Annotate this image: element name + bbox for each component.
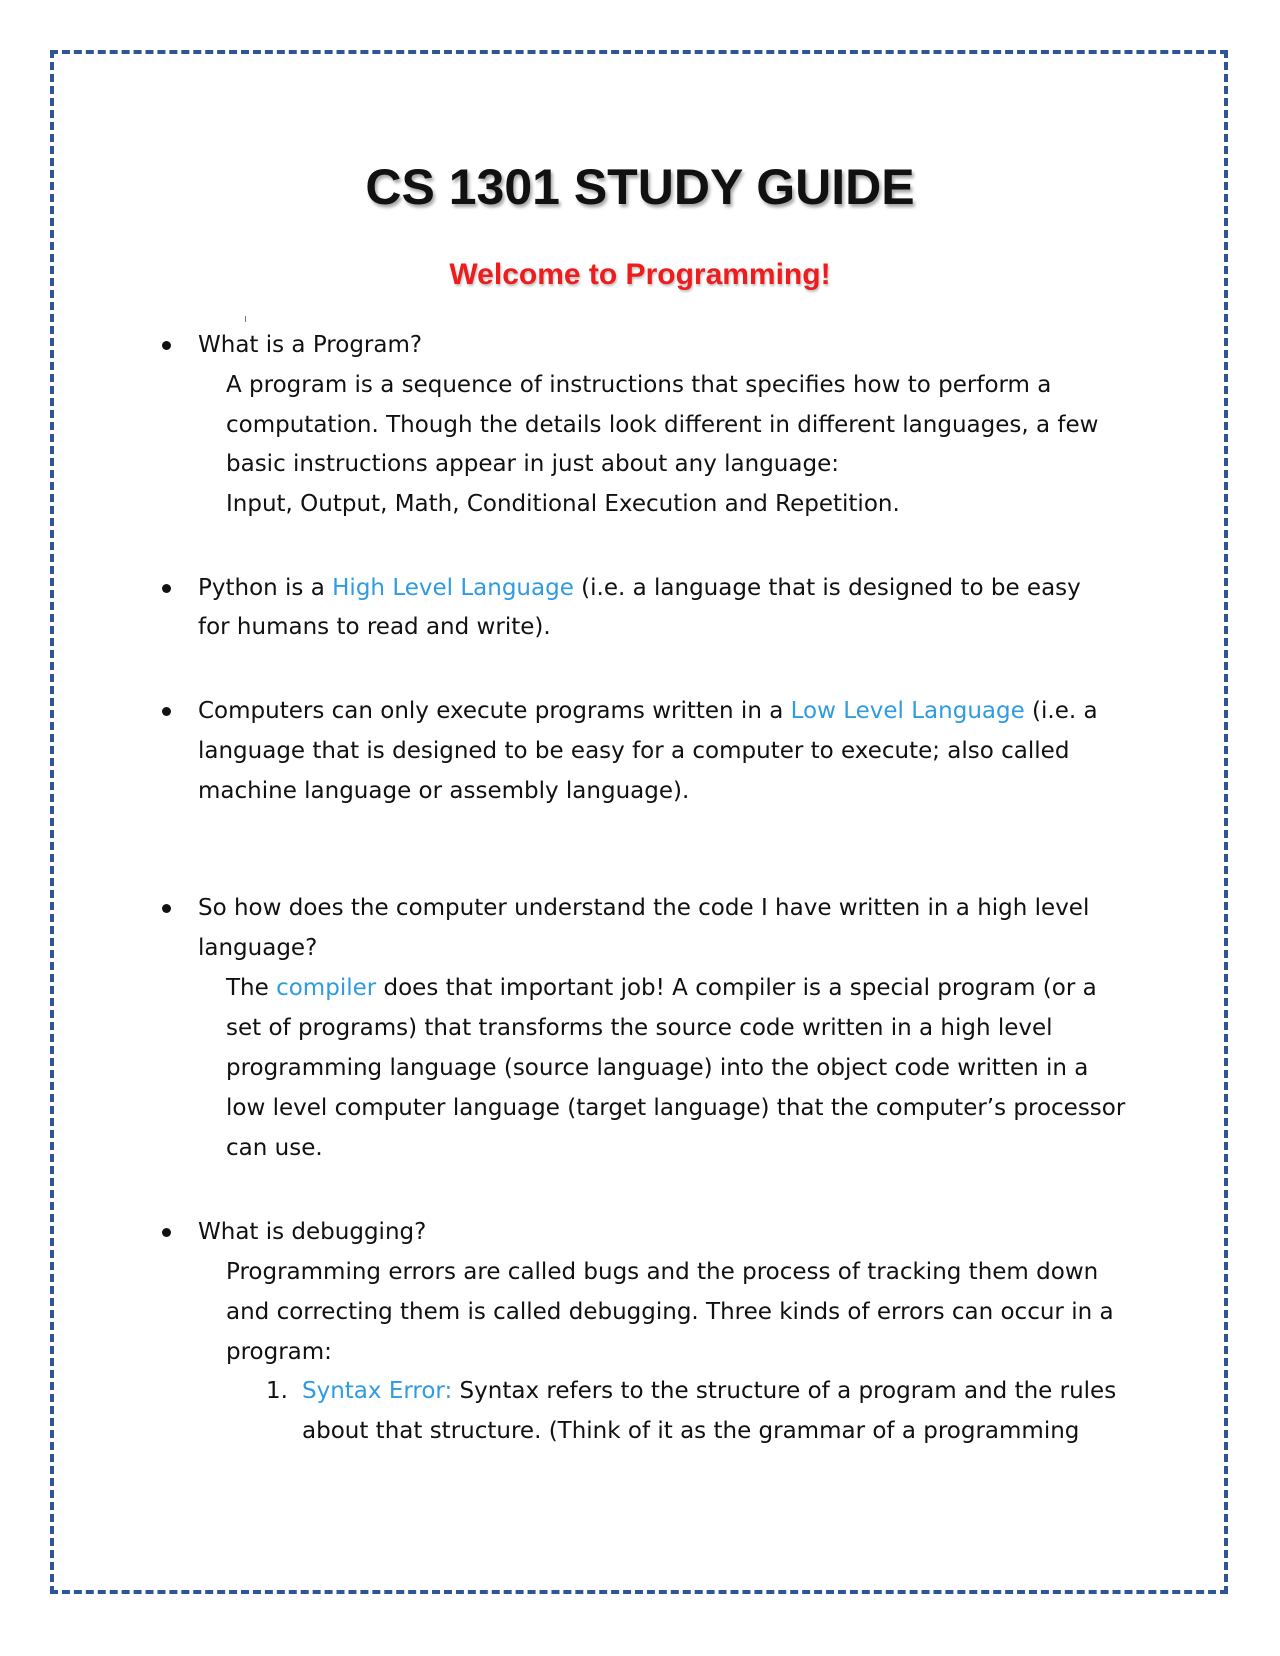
stray-mark [245,316,246,322]
body-line [226,973,1097,1003]
text-run: (i.e. a [1024,698,1098,724]
section-line: language that is designed to be easy for a computer to execute; also called [198,738,1070,764]
text-run: does that important job! A compiler is a special program (or a [376,975,1097,1001]
section-line [198,573,1081,603]
text-run: Python is a [198,575,333,601]
text-run: (i.e. a language that is designed to be easy [573,575,1081,601]
bullet-icon [162,584,171,593]
bullet-icon [162,1228,171,1237]
bullet-icon [162,707,171,716]
body-line: computation. Though the details look different in different languages, a few [226,412,1099,438]
body-line: programming language (source language) into the object code written in a [226,1055,1089,1081]
term-syntax-error: Syntax Error: [302,1378,453,1404]
section-line [198,696,1098,726]
body-line: A program is a sequence of instructions that specifies how to perform a [226,372,1052,398]
section-heading: What is a Program? [198,332,423,358]
section-heading: What is debugging? [198,1219,427,1245]
term-high-level-language: High Level Language [332,575,574,601]
list-item [302,1376,1116,1406]
list-item-line: about that structure. (Think of it as the grammar of a programming [302,1418,1080,1444]
term-low-level-language: Low Level Language [790,698,1025,724]
bullet-icon [162,341,171,350]
body-line: and correcting them is called debugging. Three kinds of errors can occur in a [226,1299,1114,1325]
term-compiler: compiler [276,975,377,1001]
body-line: Input, Output, Math, Conditional Execution and Repetition. [226,491,900,517]
body-line: can use. [226,1135,323,1161]
text-run: Computers can only execute programs written in a [198,698,791,724]
body-line: low level computer language (target language) that the computer’s processor [226,1095,1126,1121]
section-heading: language? [198,935,318,961]
page-subtitle: Welcome to Programming! [449,258,831,291]
section-heading: So how does the computer understand the code I have written in a high level [198,895,1090,921]
text-run: The [226,975,277,1001]
text-run: Syntax refers to the structure of a program and the rules [452,1378,1117,1404]
section-line: for humans to read and write). [198,614,551,640]
body-line: program: [226,1339,332,1365]
body-line: basic instructions appear in just about any language: [226,451,839,477]
body-line: Programming errors are called bugs and the process of tracking them down [226,1259,1099,1285]
section-line: machine language or assembly language). [198,778,690,804]
list-item-number: 1. [266,1378,288,1404]
bullet-icon [162,904,171,913]
body-line: set of programs) that transforms the source code written in a high level [226,1015,1053,1041]
page-title: CS 1301 STUDY GUIDE [365,159,915,215]
